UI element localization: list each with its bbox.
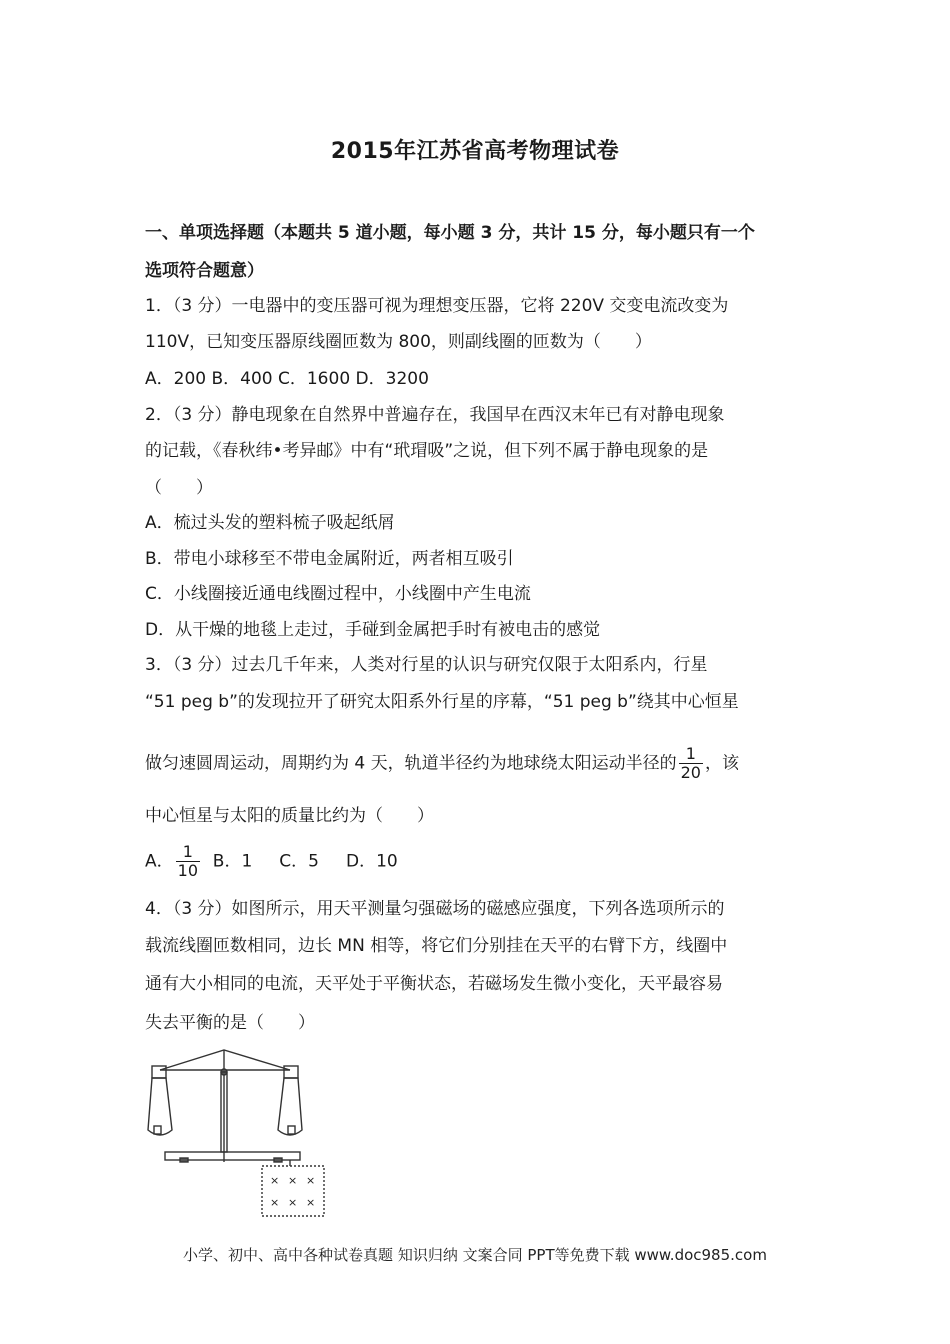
q3-stem: 3．（3 分）过去几千年来，人类对行星的认识与研究仅限于太阳系内，行星 <box>145 655 708 675</box>
q3-fraction-denominator: 20 <box>680 763 701 782</box>
base-foot-left <box>180 1158 188 1162</box>
q3-option-a-denominator: 10 <box>177 861 198 880</box>
q3-stem-cont: “51 peg b”的发现拉开了研究太阳系外行星的序幕，“51 peg b”绕其中心恒星 <box>145 692 739 712</box>
q3-fraction-numerator: 1 <box>679 745 703 764</box>
field-cross: × <box>270 1174 280 1187</box>
q3-option-a-numerator: 1 <box>176 843 200 862</box>
q2-stem: 2．（3 分）静电现象在自然界中普遍存在，我国早在西汉末年已有对静电现象 <box>145 405 725 425</box>
q2-option-d: D．从干燥的地毯上走过，手碰到金属把手时有被电击的感觉 <box>145 620 601 640</box>
q3-stem-end: 中心恒星与太阳的质量比约为（ ） <box>145 806 434 826</box>
field-cross: × <box>306 1196 316 1209</box>
q3-stem-fraction-line <box>145 745 739 782</box>
right-weight <box>288 1126 295 1134</box>
section-heading-cont: 选项符合题意） <box>145 261 264 281</box>
q1-stem: 1．（3 分）一电器中的变压器可视为理想变压器，它将 220V 交变电流改变为 <box>145 296 729 316</box>
left-weight <box>154 1126 161 1134</box>
field-cross: × <box>306 1174 316 1187</box>
q2-stem-cont: 的记载，《春秋纬•考异邮》中有“玳瑁吸”之说，但下列不属于静电现象的是 <box>145 441 709 461</box>
page-title: 2015年江苏省高考物理试卷 <box>330 139 620 164</box>
page-footer: 小学、初中、高中各种试卷真题 知识归纳 文案合同 PPT等免费下载 www.doc985.com <box>183 1246 767 1264</box>
q1-options: A．200 B．400 C．1600 D．3200 <box>145 369 429 389</box>
base-foot-right <box>274 1158 282 1162</box>
field-cross: × <box>288 1174 298 1187</box>
field-cross: × <box>270 1196 280 1209</box>
field-cross: × <box>288 1196 298 1209</box>
q4-stem-cont: 载流线圈匝数相同，边长 MN 相等，将它们分别挂在天平的右臂下方，线圈中 <box>145 936 728 956</box>
q3-options <box>145 843 398 880</box>
q3-text-after-fraction: ，该 <box>704 753 739 774</box>
q3-option-a-fraction <box>176 843 200 880</box>
q3-fraction <box>679 745 703 782</box>
q4-stem: 4．（3 分）如图所示，用天平测量匀强磁场的磁感应强度，下列各选项所示的 <box>145 899 725 919</box>
field-crosses <box>270 1174 315 1209</box>
left-hook <box>152 1066 166 1078</box>
q3-text-before-fraction: 做匀速圆周运动，周期约为 4 天，轨道半径约为地球绕太阳运动半径的 <box>145 753 677 774</box>
balance-figure <box>140 1042 340 1222</box>
right-hook <box>284 1066 298 1078</box>
q4-stem-end: 失去平衡的是（ ） <box>145 1013 315 1033</box>
q1-stem-cont: 110V，已知变压器原线圈匝数为 800，则副线圈的匝数为（ ） <box>145 332 652 352</box>
q3-options-rest: B．1 C．5 D．10 <box>202 851 398 872</box>
q4-stem-cont2: 通有大小相同的电流，天平处于平衡状态，若磁场发生微小变化，天平最容易 <box>145 974 723 994</box>
q2-option-a: A．梳过头发的塑料梳子吸起纸屑 <box>145 513 395 533</box>
section-heading: 一、单项选择题（本题共 5 道小题，每小题 3 分，共计 15 分，每小题只有一个 <box>145 223 755 243</box>
q2-option-b: B．带电小球移至不带电金属附近，两者相互吸引 <box>145 549 514 569</box>
balance-beam-top <box>160 1050 290 1070</box>
q3-option-a-label: A． <box>145 851 174 872</box>
q2-stem-paren: （ ） <box>145 478 213 498</box>
q2-option-c: C．小线圈接近通电线圈过程中，小线圈中产生电流 <box>145 584 531 604</box>
